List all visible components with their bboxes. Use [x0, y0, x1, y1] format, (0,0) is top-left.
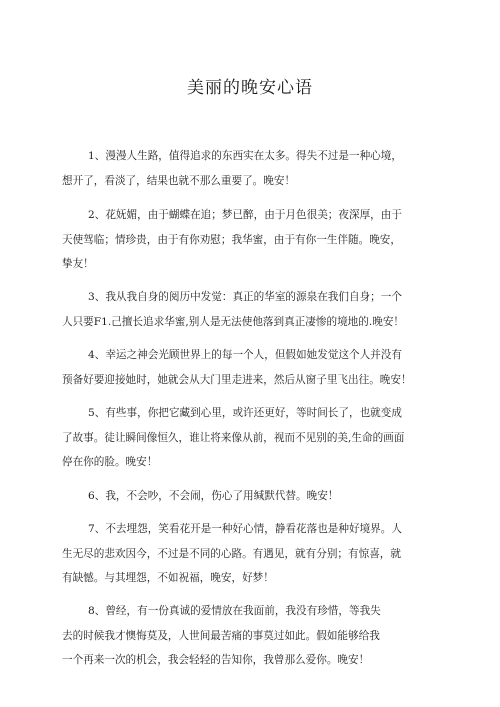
paragraph-line: 5、有些事，你把它藏到心里，或许还更好，等时间长了，也就变成: [88, 407, 402, 419]
paragraph-line: 挚友！: [62, 258, 94, 270]
paragraph-line: 生无尽的悲欢因今，不过是不同的心路。有遇见，就有分别；有惊喜，就: [62, 547, 401, 560]
paragraph-line: 了故事。徒让瞬间像恒久，谁让将来像从前，视而不见别的美,生命的画面: [62, 431, 405, 444]
paragraph-line: 有缺憾。与其埋怨，不如祝福，晚安，好梦！: [62, 572, 274, 584]
paragraph-line: 6、我，不会吵，不会闹，伤心了用缄默代替。晚安！: [88, 490, 339, 502]
paragraph-2: [62, 203, 442, 277]
paragraph-line: 预备好要迎接她时，她就会从大门里走进来，然后从窗子里飞出往。晚安！: [62, 373, 412, 386]
paragraph-line: 想开了，看淡了，结果也就不那么重要了。晚安！: [62, 174, 296, 187]
paragraph-line: 7、不去埋怨，笑看花开是一种好心情，静看花落也是种好境界。人: [88, 523, 402, 535]
paragraph-5: [62, 401, 442, 475]
paragraph-4: [62, 343, 442, 392]
paragraph-line: 1、漫漫人生路，值得追求的东西实在太多。得失不过是一种心境，: [88, 150, 402, 162]
paragraph-3: [62, 285, 442, 334]
paragraph-line: 去的时候我才懊悔莫及，人世间最苦痛的事莫过如此。假如能够给我: [62, 629, 380, 642]
paragraph-line: 2、花妩媚，由于蝴蝶在追；梦已醉，由于月色很美；夜深厚，由于: [88, 209, 402, 221]
document-title: 美丽的晚安心语: [187, 78, 313, 98]
paragraph-8: [62, 599, 442, 673]
paragraph-line: 8、曾经，有一份真诚的爱情放在我面前，我没有珍惜，等我失: [88, 605, 381, 617]
paragraph-line: 一个再来一次的机会，我会轻轻的告知你，我曾那么爱你。晚安！: [62, 654, 370, 666]
paragraph-line: 停在你的脸。晚安！: [62, 456, 158, 468]
paragraph-1: [62, 144, 442, 193]
paragraph-line: 3、我从我自身的阅历中发觉：真正的华室的源泉在我们自身；一个: [88, 291, 402, 303]
paragraph-line: 4、幸运之神会光顾世界上的每一个人，但假如她发觉这个人并没有: [88, 349, 402, 361]
paragraph-line: 天使驾临；情珍贵，由于有你劝慰；我华蜜，由于有你一生伴随。晚安，: [62, 233, 401, 246]
paragraph-6: [62, 484, 442, 509]
paragraph-line: 人只要F1.己擅长追求华蜜,别人是无法使他落到真正凄惨的境地的.晚安！: [62, 315, 405, 328]
paragraph-7: [62, 517, 442, 591]
